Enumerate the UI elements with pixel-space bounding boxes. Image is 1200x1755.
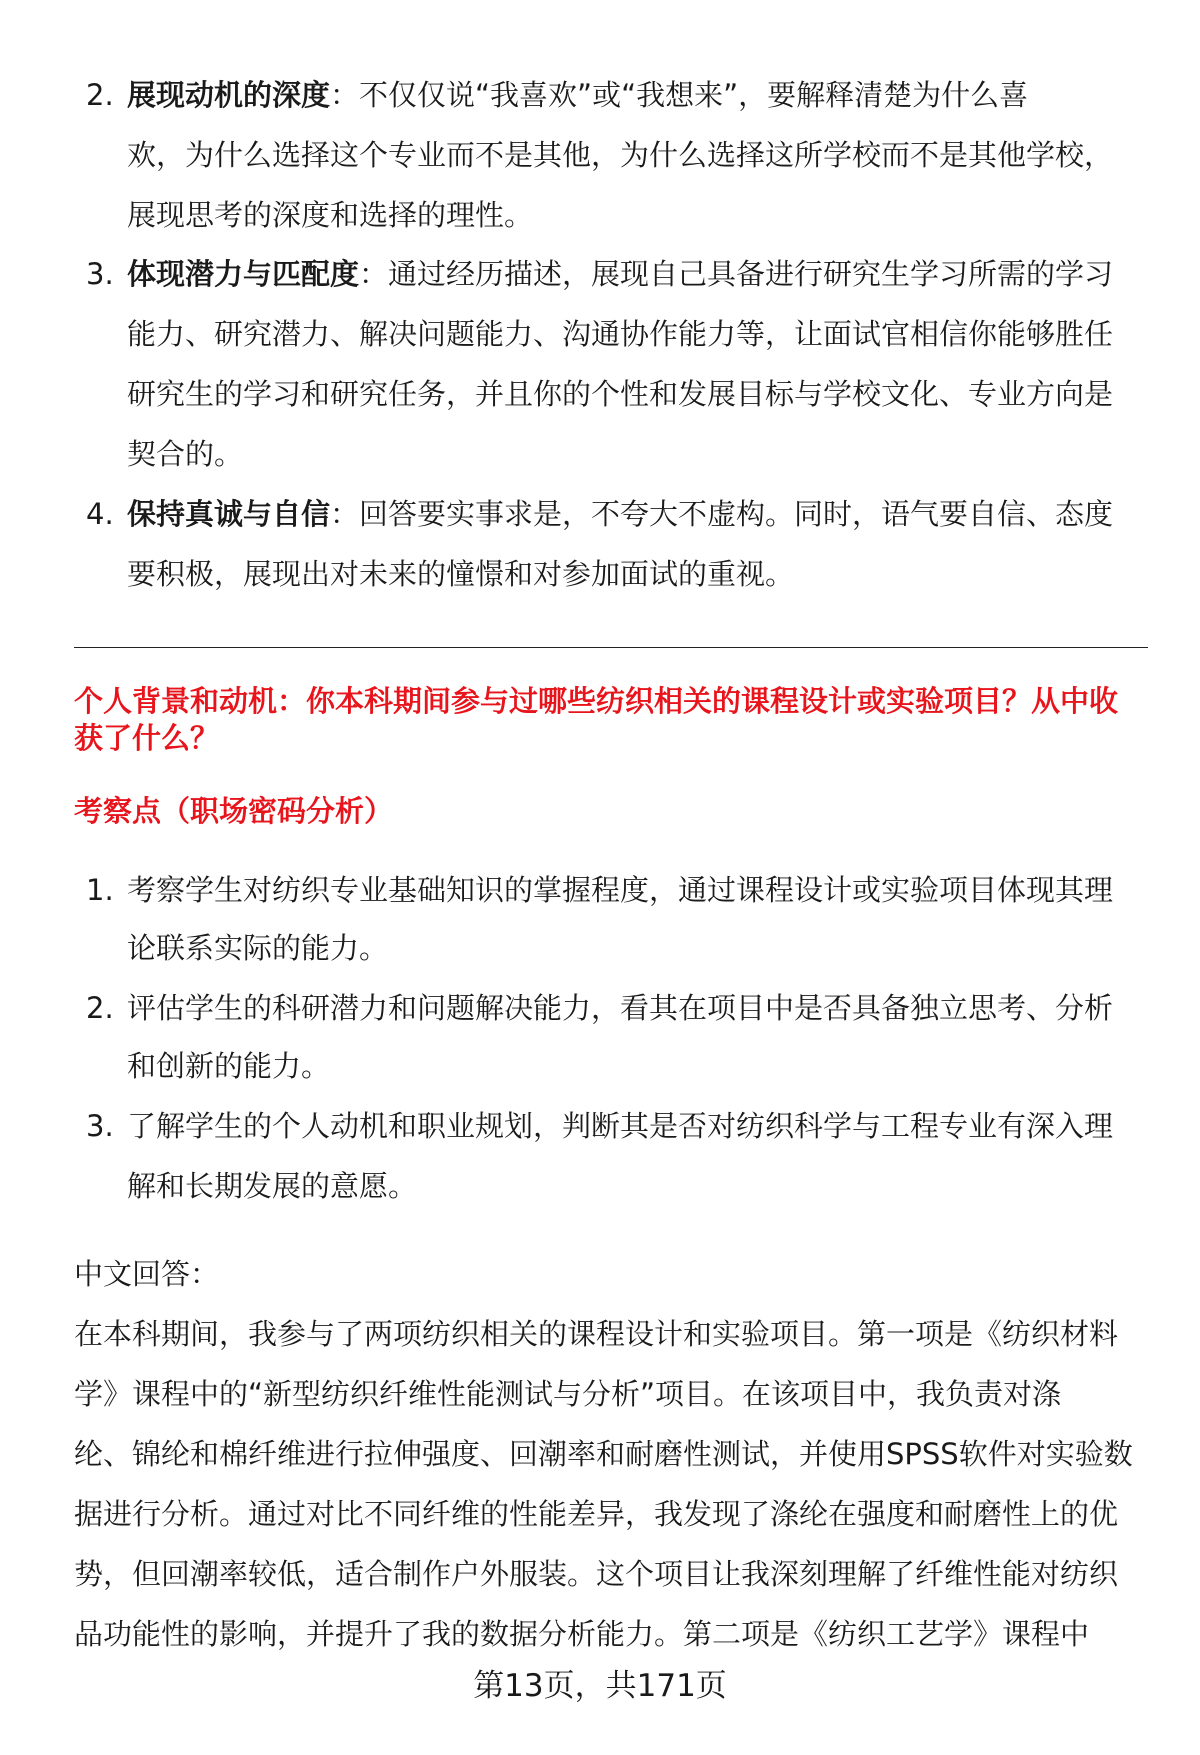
answer-paragraph-line: 品功能性的影响，并提升了我的数据分析能力。第二项是《纺织工艺学》课程中 (74, 1617, 1090, 1651)
list-item-line: 了解学生的个人动机和职业规划，判断其是否对纺织科学与工程专业有深入理 (127, 1109, 1114, 1143)
list-item-text: ：通过经历描述，展现自己具备进行研究生学习所需的学习 (359, 257, 1114, 291)
list-item-title: 保持真诚与自信 (127, 497, 331, 531)
list-item-line: 解和长期发展的意愿。 (127, 1169, 418, 1203)
question-heading: 个人背景和动机：你本科期间参与过哪些纺织相关的课程设计或实验项目？从中收 (74, 684, 1119, 718)
answer-paragraph-line: 势，但回潮率较低，适合制作户外服装。这个项目让我深刻理解了纤维性能对纺织 (74, 1557, 1119, 1591)
list-item-line: 和创新的能力。 (127, 1049, 331, 1083)
list-number: 1. (86, 873, 114, 907)
list-item-text: ：回答要实事求是，不夸大不虚构。同时，语气要自信、态度 (330, 497, 1114, 531)
assessment-heading: 考察点（职场密码分析） (74, 794, 394, 828)
list-item-line: 欢，为什么选择这个专业而不是其他，为什么选择这所学校而不是其他学校， (127, 138, 1114, 172)
list-number: 4. (86, 497, 114, 531)
list-item-title: 体现潜力与匹配度 (127, 257, 360, 291)
list-number: 2. (86, 991, 114, 1025)
answer-paragraph-line: 据进行分析。通过对比不同纤维的性能差异，我发现了涤纶在强度和耐磨性上的优 (74, 1497, 1119, 1531)
list-item-line: 评估学生的科研潜力和问题解决能力，看其在项目中是否具备独立思考、分析 (127, 991, 1114, 1025)
list-item-line: 论联系实际的能力。 (127, 931, 389, 965)
answer-label: 中文回答： (74, 1257, 220, 1291)
list-item-line: 要积极，展现出对未来的憧憬和对参加面试的重视。 (127, 557, 795, 591)
list-item-title: 展现动机的深度 (127, 78, 331, 112)
answer-paragraph-line: 学》课程中的“新型纺织纤维性能测试与分析”项目。在该项目中，我负责对涤 (74, 1377, 1062, 1411)
list-item-line: 研究生的学习和研究任务，并且你的个性和发展目标与学校文化、专业方向是 (127, 377, 1114, 411)
list-item-line: 契合的。 (127, 437, 244, 471)
answer-paragraph-line: 在本科期间，我参与了两项纺织相关的课程设计和实验项目。第一项是《纺织材料 (74, 1317, 1119, 1351)
list-item-line: 考察学生对纺织专业基础知识的掌握程度，通过课程设计或实验项目体现其理 (127, 873, 1114, 907)
list-item-line (127, 77, 1028, 113)
list-number: 2. (86, 78, 114, 112)
list-item-line (127, 496, 1113, 532)
question-heading: 获了什么？ (74, 721, 220, 755)
list-item-line: 能力、研究潜力、解决问题能力、沟通协作能力等，让面试官相信你能够胜任 (127, 317, 1114, 351)
section-divider (74, 647, 1148, 648)
list-number: 3. (86, 1109, 114, 1143)
list-item-line (127, 256, 1113, 292)
list-item-text: ：不仅仅说“我喜欢”或“我想来”，要解释清楚为什么喜 (330, 78, 1029, 112)
answer-paragraph-line: 纶、锦纶和棉纤维进行拉伸强度、回潮率和耐磨性测试，并使用SPSS软件对实验数 (74, 1437, 1133, 1471)
page-footer: 第13页，共171页 (473, 1668, 727, 1704)
list-number: 3. (86, 257, 114, 291)
list-item-line: 展现思考的深度和选择的理性。 (127, 198, 534, 232)
